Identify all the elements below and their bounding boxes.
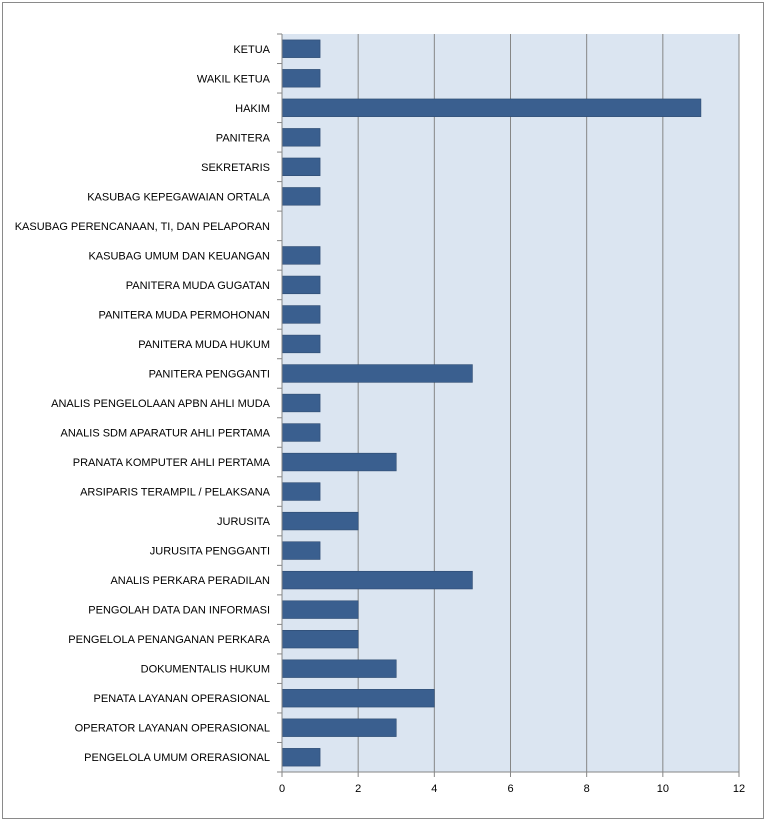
bar [282, 158, 320, 176]
bar [282, 453, 396, 471]
bar [282, 128, 320, 146]
category-label: PANITERA MUDA HUKUM [138, 338, 270, 351]
bar [282, 40, 320, 58]
category-label: WAKIL KETUA [196, 73, 270, 86]
bar [282, 247, 320, 265]
category-label: ANALIS SDM APARATUR AHLI PERTAMA [60, 427, 270, 440]
x-tick-label: 6 [507, 783, 514, 795]
bar [282, 719, 396, 737]
category-label: ARSIPARIS TERAMPIL / PELAKSANA [80, 486, 270, 499]
bar [282, 689, 434, 707]
category-label: DOKUMENTALIS HUKUM [140, 663, 270, 676]
bar [282, 69, 320, 87]
bar [282, 99, 701, 117]
category-label: KASUBAG UMUM DAN KEUANGAN [88, 250, 270, 263]
bar [282, 601, 358, 619]
x-tick-label: 10 [656, 783, 669, 795]
bar [282, 188, 320, 206]
bar [282, 276, 320, 294]
bar [282, 335, 320, 353]
category-label: JURUSITA PENGGANTI [149, 545, 270, 558]
x-tick-label: 4 [431, 783, 438, 795]
bar [282, 424, 320, 442]
x-tick-label: 8 [583, 783, 590, 795]
bar [282, 394, 320, 412]
category-label: JURUSITA [217, 516, 270, 529]
category-label: PRANATA KOMPUTER AHLI PERTAMA [72, 457, 270, 470]
bar [282, 306, 320, 324]
bar [282, 660, 396, 678]
category-label: KETUA [233, 43, 270, 56]
category-label: KASUBAG PERENCANAAN, TI, DAN PELAPORAN [14, 220, 270, 233]
bar [282, 512, 358, 530]
bar [282, 630, 358, 648]
category-label: PANITERA [215, 132, 270, 145]
bar [282, 542, 320, 560]
bar [282, 483, 320, 501]
bar [282, 748, 320, 766]
x-tick-label: 12 [732, 783, 746, 795]
category-label: PENGOLAH DATA DAN INFORMASI [88, 604, 270, 617]
category-label: OPERATOR LAYANAN OPERASIONAL [74, 722, 270, 735]
bar [282, 365, 472, 383]
category-label: ANALIS PERKARA PERADILAN [110, 575, 270, 588]
category-label: SEKRETARIS [201, 161, 270, 174]
category-label: PENATA LAYANAN OPERASIONAL [93, 693, 270, 706]
category-label: HAKIM [235, 102, 270, 115]
x-tick-label: 0 [278, 783, 286, 795]
category-label: PANITERA MUDA PERMOHONAN [98, 309, 270, 322]
category-label: PENGELOLA UMUM ORERASIONAL [84, 752, 270, 765]
category-label: ANALIS PENGELOLAAN APBN AHLI MUDA [51, 398, 270, 410]
bar [282, 571, 472, 589]
category-label: KASUBAG KEPEGAWAIAN ORTALA [87, 191, 270, 204]
category-label: PANITERA PENGGANTI [148, 368, 270, 381]
x-tick-label: 2 [355, 783, 362, 795]
category-label: PANITERA MUDA GUGATAN [125, 279, 270, 292]
category-label: PENGELOLA PENANGANAN PERKARA [68, 634, 270, 647]
